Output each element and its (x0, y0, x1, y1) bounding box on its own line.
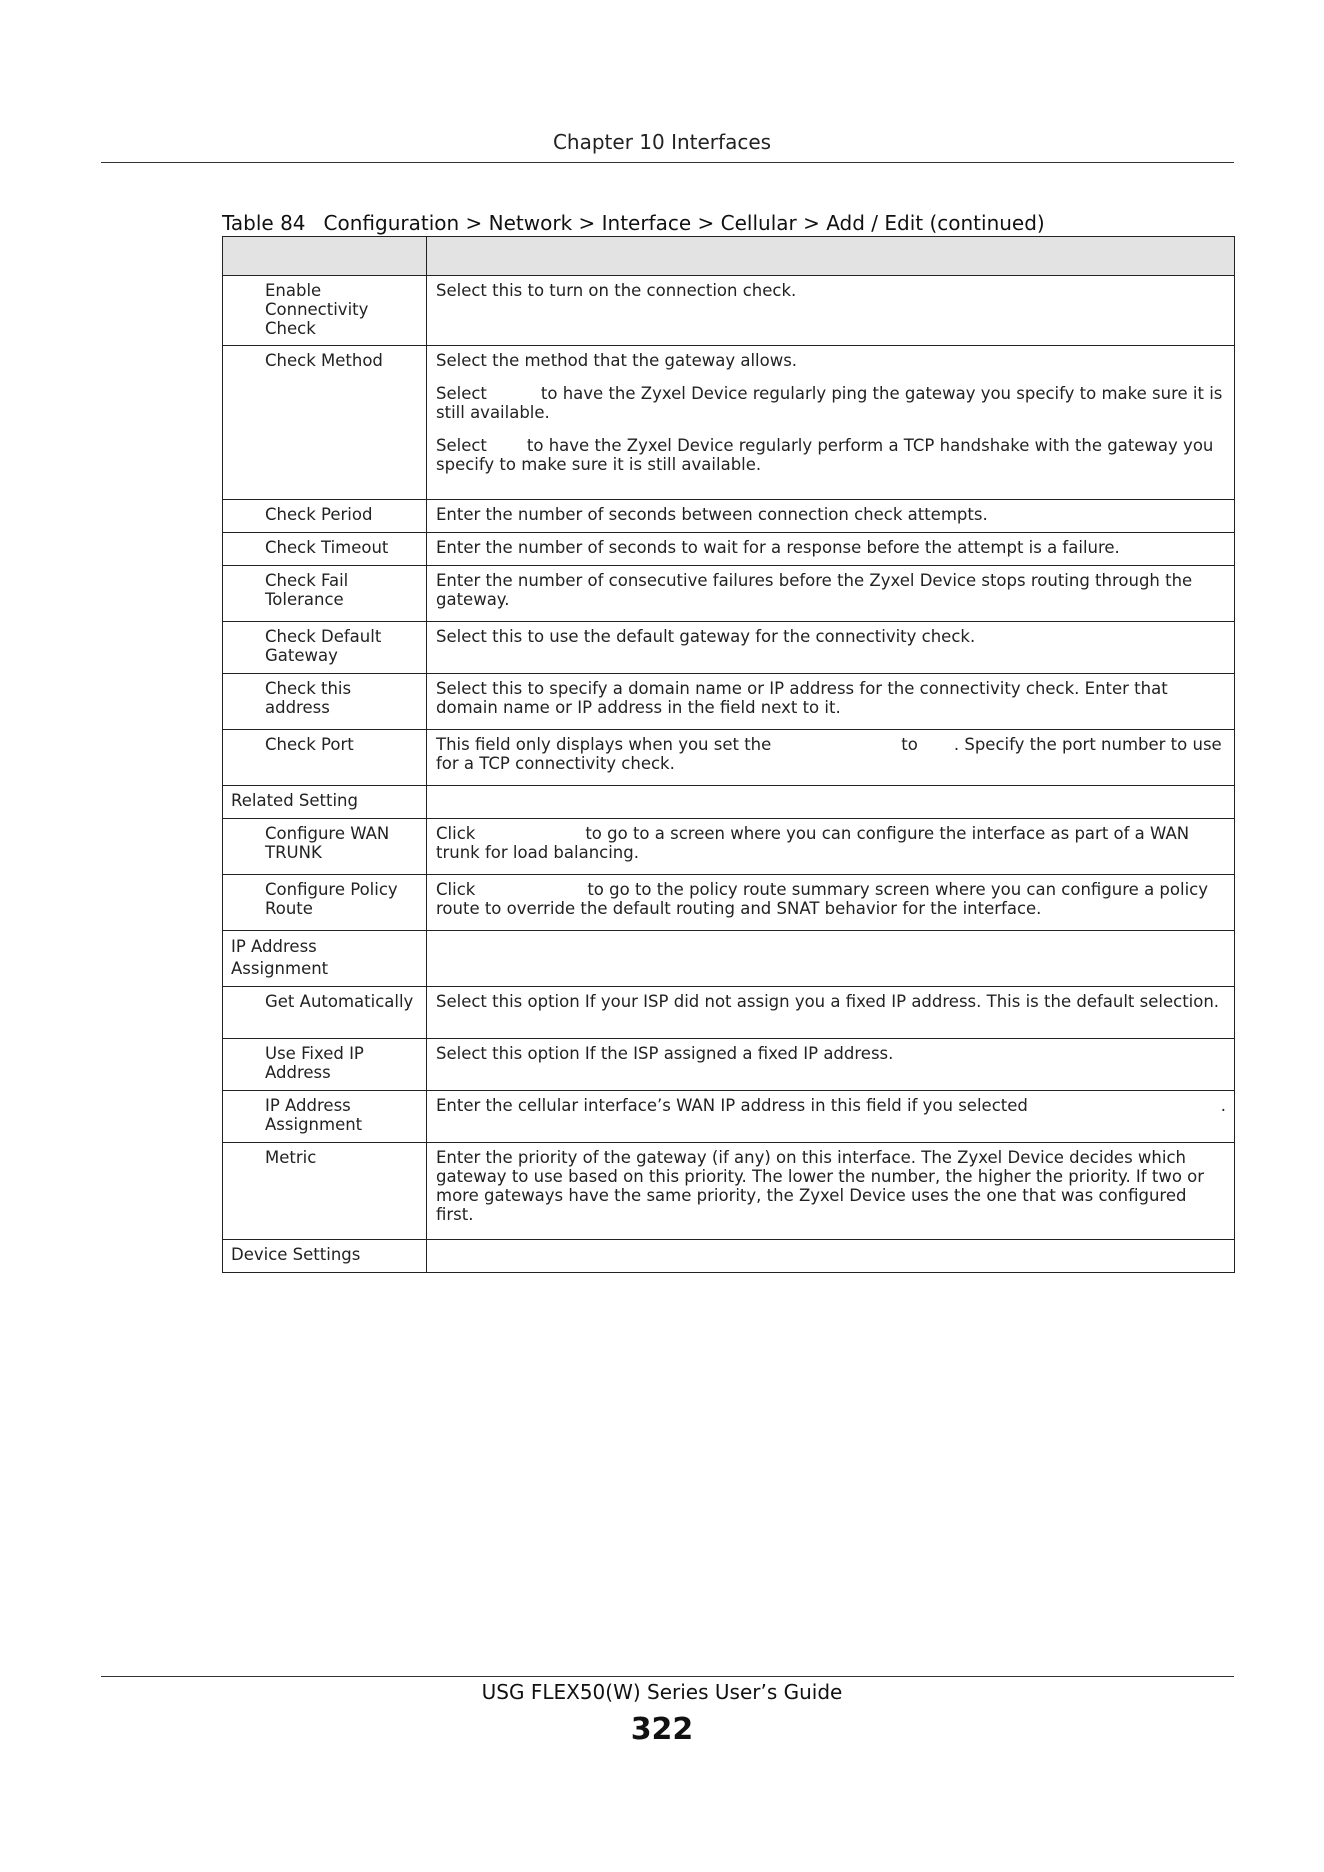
row-label: Enable Connectivity Check (223, 276, 427, 346)
row-label: Check Method (223, 346, 427, 500)
table-row (223, 1039, 1235, 1091)
row-label: Use Fixed IP Address (223, 1039, 427, 1091)
table-title: Configuration > Network > Interface > Cellular > Add / Edit (continued) (323, 211, 1045, 235)
table-row (223, 500, 1235, 533)
row-description: Click to go to the policy route summary screen where you can configure a policy route to override the default routing and SNAT behavior for the interface. (427, 875, 1235, 931)
description-paragraph: Select the method that the gateway allows. (436, 351, 798, 370)
row-label: Metric (223, 1143, 427, 1240)
row-label: Check Default Gateway (223, 622, 427, 674)
footer-divider (101, 1676, 1234, 1677)
row-description: Enter the priority of the gateway (if any) on this interface. The Zyxel Device decides which gateway to use based on this priority. The lower the number, the higher the priority. If two or more gateways have the same priority, the Zyxel Device uses the one that was configured first. (427, 1143, 1235, 1240)
table-row (223, 566, 1235, 622)
section-label: IP Address Assignment (223, 931, 427, 987)
table-header-row (223, 237, 1235, 276)
table-section-row (223, 1240, 1235, 1273)
description-paragraph: Select to have the Zyxel Device regularly perform a TCP handshake with the gateway you specify to make sure it is still available. (436, 436, 1214, 474)
row-description: This field only displays when you set the to . Specify the port number to use for a TCP connectivity check. (427, 730, 1235, 786)
table-row (223, 276, 1235, 346)
table-caption (222, 211, 1045, 235)
table-section-row (223, 786, 1235, 819)
row-label: Configure WAN TRUNK (223, 819, 427, 875)
row-description (427, 786, 1235, 819)
table-section-row (223, 931, 1235, 987)
page-number: 322 (630, 1712, 694, 1747)
description-paragraph: Select to have the Zyxel Device regularly ping the gateway you specify to make sure it is still available. (436, 384, 1223, 422)
row-description: Select this to use the default gateway for the connectivity check. (427, 622, 1235, 674)
row-label: Check this address (223, 674, 427, 730)
guide-title: USG FLEX50(W) Series User’s Guide (481, 1680, 843, 1704)
row-description: Enter the number of consecutive failures before the Zyxel Device stops routing through the gateway. (427, 566, 1235, 622)
row-label: Get Automatically (223, 987, 427, 1039)
row-label: Check Port (223, 730, 427, 786)
row-description: Select this to turn on the connection check. (427, 276, 1235, 346)
field-description-table (222, 236, 1235, 1273)
row-description (427, 931, 1235, 987)
label-column-header (223, 237, 427, 276)
section-label: Related Setting (223, 786, 427, 819)
row-label: Configure Policy Route (223, 875, 427, 931)
table-row (223, 622, 1235, 674)
section-label: Device Settings (223, 1240, 427, 1273)
row-label: Check Timeout (223, 533, 427, 566)
table-row (223, 346, 1235, 500)
row-description: Select this option If your ISP did not assign you a fixed IP address. This is the default selection. (427, 987, 1235, 1039)
header-divider (101, 162, 1234, 163)
table-row (223, 819, 1235, 875)
row-description: Select this to specify a domain name or IP address for the connectivity check. Enter that domain name or IP address in the field next to it. (427, 674, 1235, 730)
row-label: Check Period (223, 500, 427, 533)
table-row (223, 987, 1235, 1039)
row-description: Enter the cellular interface’s WAN IP address in this field if you selected . (427, 1091, 1235, 1143)
table-row (223, 730, 1235, 786)
table-row (223, 1091, 1235, 1143)
table-row (223, 875, 1235, 931)
description-column-header (427, 237, 1235, 276)
row-label: Check Fail Tolerance (223, 566, 427, 622)
row-description: Select this option If the ISP assigned a fixed IP address. (427, 1039, 1235, 1091)
row-description: Enter the number of seconds between connection check attempts. (427, 500, 1235, 533)
row-description (427, 1240, 1235, 1273)
table-row (223, 533, 1235, 566)
table-number: Table 84 (222, 211, 306, 235)
row-description: Click to go to a screen where you can configure the interface as part of a WAN trunk for load balancing. (427, 819, 1235, 875)
row-label: IP Address Assignment (223, 1091, 427, 1143)
table-row (223, 674, 1235, 730)
table-row (223, 1143, 1235, 1240)
row-description (427, 346, 1235, 500)
chapter-title: Chapter 10 Interfaces (552, 130, 772, 154)
row-description: Enter the number of seconds to wait for a response before the attempt is a failure. (427, 533, 1235, 566)
